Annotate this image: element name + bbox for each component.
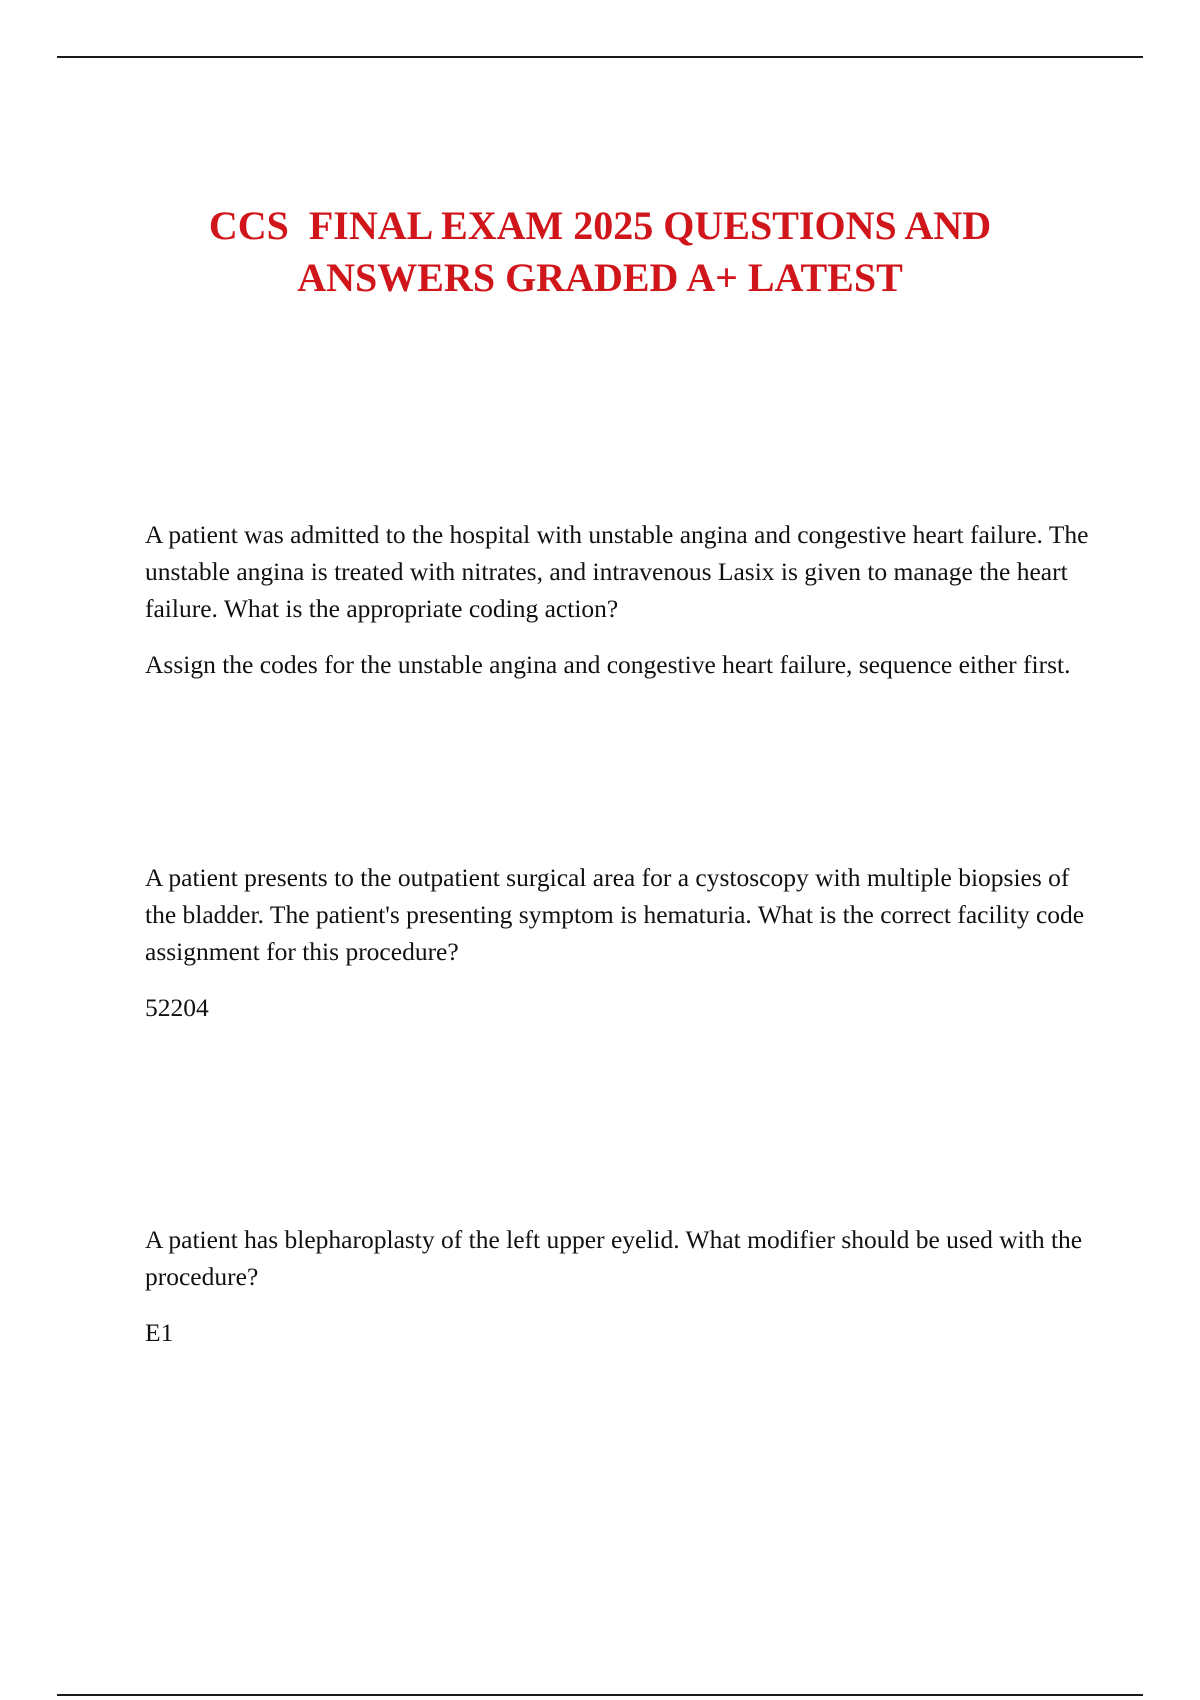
qa-item-3	[145, 1221, 1095, 1351]
document-title	[100, 200, 1100, 304]
answer-text: Assign the codes for the unstable angina and congestive heart failure, sequence either first.	[145, 650, 1071, 679]
question-text: A patient presents to the outpatient surgical area for a cystoscopy with multiple biopsies of the bladder. The patient's presenting symptom is hematuria. What is the correct facility code assignment for this procedure?	[145, 863, 1085, 966]
question-text: A patient was admitted to the hospital with unstable angina and congestive heart failure. The unstable angina is treated with nitrates, and intravenous Lasix is given to manage the heart failure. What is the appropriate coding action?	[145, 520, 1089, 623]
question-text: A patient has blepharoplasty of the left upper eyelid. What modifier should be used with the procedure?	[145, 1225, 1083, 1291]
top-rule	[57, 56, 1143, 58]
answer-text: E1	[145, 1318, 174, 1347]
answer-text: 52204	[145, 993, 209, 1022]
title-line-2: ANSWERS GRADED A+ LATEST	[297, 255, 903, 300]
qa-item-1	[145, 516, 1095, 683]
title-line-1: CCS FINAL EXAM 2025 QUESTIONS AND	[208, 203, 992, 248]
bottom-rule	[57, 1694, 1143, 1696]
qa-item-2	[145, 859, 1095, 1026]
